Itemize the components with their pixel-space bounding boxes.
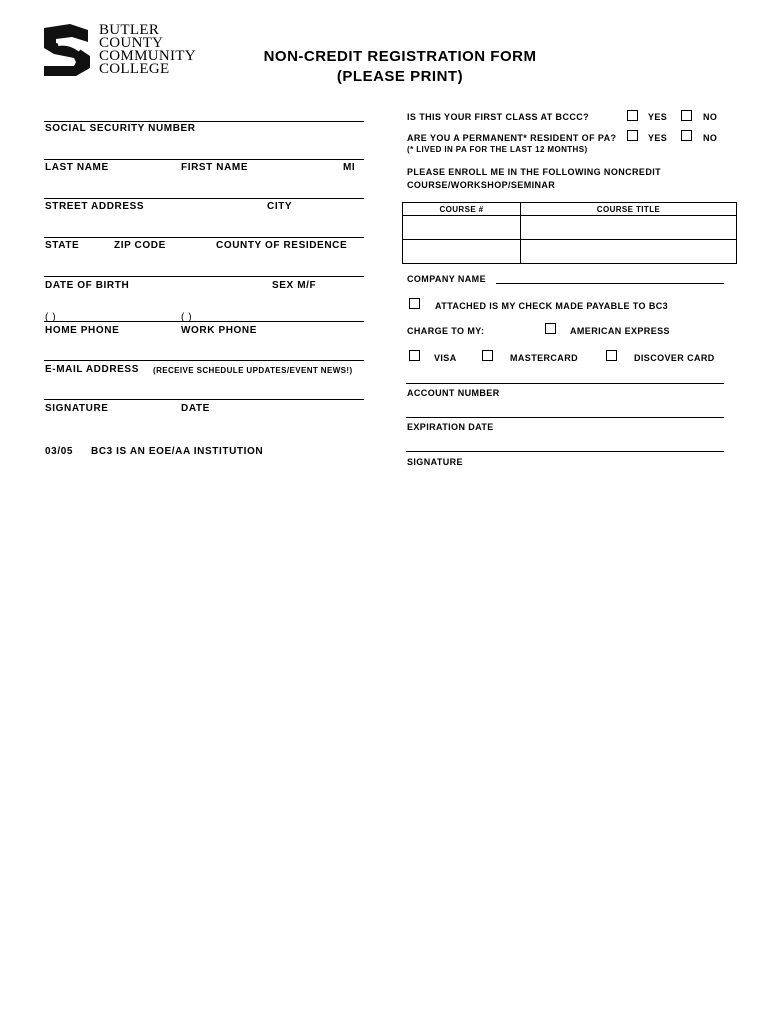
eoe-statement: BC3 IS AN EOE/AA INSTITUTION [91, 446, 264, 457]
table-row [403, 216, 737, 240]
mastercard-label: MASTERCARD [510, 353, 578, 363]
course-table-header [403, 203, 737, 216]
email-note: (RECEIVE SCHEDULE UPDATES/EVENT NEWS!) [153, 366, 353, 375]
course-table [402, 202, 737, 264]
charge-to-label: CHARGE TO MY: [407, 326, 485, 336]
expiration-date-line[interactable] [406, 417, 724, 418]
sex-label: SEX M/F [272, 280, 317, 291]
signature-line[interactable] [44, 399, 364, 400]
resident-yes-checkbox[interactable] [627, 130, 638, 141]
date-of-birth-label: DATE OF BIRTH [45, 280, 130, 291]
first-class-yes-checkbox[interactable] [627, 110, 638, 121]
account-number-label: ACCOUNT NUMBER [407, 388, 500, 398]
state-label: STATE [45, 240, 80, 251]
street-address-label: STREET ADDRESS [45, 201, 145, 212]
home-area-code: ( ) [45, 312, 57, 323]
first-class-no-checkbox[interactable] [681, 110, 692, 121]
form-title: NON-CREDIT REGISTRATION FORM [263, 48, 537, 65]
city-label: CITY [267, 201, 293, 212]
discover-label: DISCOVER CARD [634, 353, 715, 363]
course-title-header: COURSE TITLE [521, 203, 737, 216]
course-number-cell[interactable] [403, 216, 521, 240]
state-line[interactable] [44, 237, 364, 238]
table-row [403, 240, 737, 264]
first-name-label: FIRST NAME [181, 162, 249, 173]
work-area-code: ( ) [181, 312, 193, 323]
course-title-cell[interactable] [521, 240, 737, 264]
account-number-line[interactable] [406, 383, 724, 384]
card-signature-label: SIGNATURE [407, 457, 463, 467]
first-class-yes-label: YES [648, 112, 668, 122]
discover-checkbox[interactable] [606, 350, 617, 361]
mastercard-checkbox[interactable] [482, 350, 493, 361]
zip-code-label: ZIP CODE [114, 240, 166, 251]
amex-label: AMERICAN EXPRESS [570, 326, 670, 336]
amex-checkbox[interactable] [545, 323, 556, 334]
date-label: DATE [181, 403, 210, 414]
form-code: 03/05 [45, 446, 74, 457]
resident-no-checkbox[interactable] [681, 130, 692, 141]
mi-label: MI [343, 162, 356, 173]
phone-line[interactable] [44, 321, 364, 322]
form-subtitle: (PLEASE PRINT) [336, 68, 464, 85]
course-number-cell[interactable] [403, 240, 521, 264]
check-attached-checkbox[interactable] [409, 298, 420, 309]
first-class-no-label: NO [703, 112, 718, 122]
resident-note: (* LIVED IN PA FOR THE LAST 12 MONTHS) [407, 145, 588, 154]
company-name-label: COMPANY NAME [407, 274, 486, 284]
course-title-cell[interactable] [521, 216, 737, 240]
visa-label: VISA [434, 353, 457, 363]
ssn-label: SOCIAL SECURITY NUMBER [45, 123, 196, 134]
email-label: E-MAIL ADDRESS [45, 364, 139, 375]
course-number-header: COURSE # [403, 203, 521, 216]
expiration-date-label: EXPIRATION DATE [407, 422, 494, 432]
dob-line[interactable] [44, 276, 364, 277]
enroll-instruction-1: PLEASE ENROLL ME IN THE FOLLOWING NONCREDIT [407, 167, 662, 177]
home-phone-label: HOME PHONE [45, 325, 120, 336]
logo-line-3: COMMUNITY [99, 48, 196, 64]
enroll-instruction-2: COURSE/WORKSHOP/SEMINAR [407, 180, 556, 190]
resident-no-label: NO [703, 133, 718, 143]
card-signature-line[interactable] [406, 451, 724, 452]
ssn-line[interactable] [44, 121, 364, 122]
email-line[interactable] [44, 360, 364, 361]
company-name-line[interactable] [496, 283, 724, 284]
resident-question: ARE YOU A PERMANENT* RESIDENT OF PA? [407, 133, 617, 143]
signature-label: SIGNATURE [45, 403, 109, 414]
last-name-label: LAST NAME [45, 162, 109, 173]
resident-yes-label: YES [648, 133, 668, 143]
first-class-question: IS THIS YOUR FIRST CLASS AT BCCC? [407, 112, 590, 122]
work-phone-label: WORK PHONE [181, 325, 257, 336]
logo-line-4: COLLEGE [99, 61, 170, 77]
logo-line-1: BUTLER [99, 22, 160, 38]
logo-line-2: COUNTY [99, 35, 164, 51]
street-line[interactable] [44, 198, 364, 199]
check-attached-label: ATTACHED IS MY CHECK MADE PAYABLE TO BC3 [435, 301, 669, 311]
visa-checkbox[interactable] [409, 350, 420, 361]
name-line[interactable] [44, 159, 364, 160]
county-label: COUNTY OF RESIDENCE [216, 240, 348, 251]
